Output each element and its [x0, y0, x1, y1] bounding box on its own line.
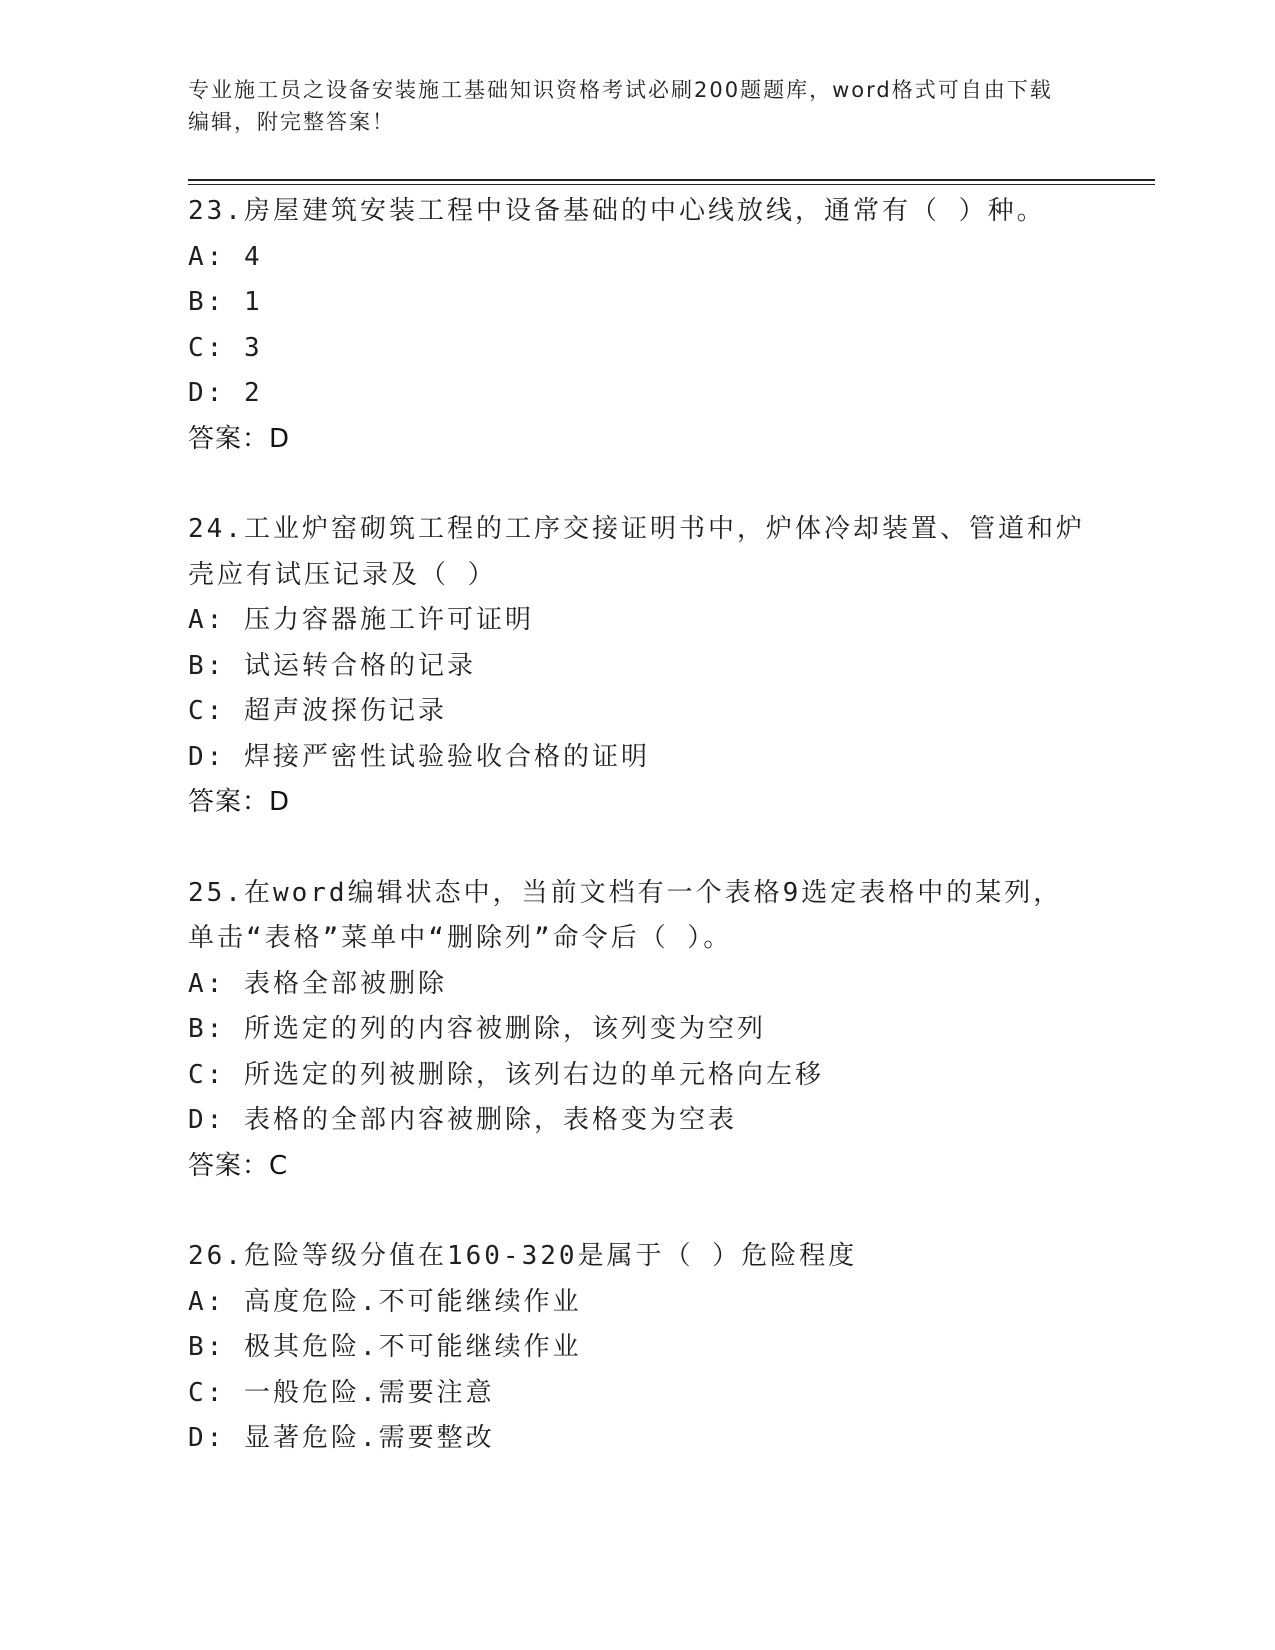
question-stem: 26.危险等级分值在160-320是属于（ ）危险程度	[188, 1241, 858, 1271]
option-b: B: 1	[188, 287, 263, 317]
question-item	[188, 871, 1128, 1190]
option-b: B: 试运转合格的记录	[188, 650, 476, 681]
question-item	[188, 507, 1128, 826]
question-item	[188, 1234, 1128, 1462]
question-item	[188, 189, 1128, 462]
option-d: D: 显著危险.需要整改	[188, 1423, 495, 1453]
question-stem: 23.房屋建筑安装工程中设备基础的中心线放线，通常有（ ）种。	[188, 196, 1046, 226]
option-b: B: 所选定的列的内容被删除，该列变为空列	[188, 1014, 766, 1044]
answer-line: 答案：D	[188, 787, 291, 817]
question-list	[188, 189, 1128, 1507]
question-stem: 24.工业炉窑砌筑工程的工序交接证明书中，炉体冷却装置、管道和炉壳应有试压记录及（ ）	[188, 514, 1085, 590]
option-c: C: 一般危险.需要注意	[188, 1377, 495, 1408]
option-a: A: 4	[188, 241, 263, 272]
option-a: A: 压力容器施工许可证明	[188, 605, 534, 635]
option-d: D: 焊接严密性试验验收合格的证明	[188, 741, 650, 772]
header-divider-thick	[188, 179, 1155, 181]
header-divider-thin	[188, 184, 1155, 185]
document-header: 专业施工员之设备安装施工基础知识资格考试必刷200题题库，word格式可自由下载编辑，附完整答案！	[188, 78, 1053, 134]
question-stem: 25.在word编辑状态中，当前文档有一个表格9选定表格中的某列，单击“表格”菜单中“删除列”命令后（ ）。	[188, 877, 1063, 953]
option-d: D: 2	[188, 378, 263, 408]
option-d: D: 表格的全部内容被删除，表格变为空表	[188, 1105, 737, 1135]
answer-line: 答案：C	[188, 1150, 289, 1181]
option-c: C: 3	[188, 332, 263, 363]
option-a: A: 表格全部被删除	[188, 968, 447, 999]
answer-line: 答案：D	[188, 423, 291, 454]
option-c: C: 超声波探伤记录	[188, 696, 447, 726]
option-b: B: 极其危险.不可能继续作业	[188, 1332, 582, 1362]
option-a: A: 高度危险.不可能继续作业	[188, 1286, 582, 1317]
option-c: C: 所选定的列被删除，该列右边的单元格向左移	[188, 1059, 824, 1090]
